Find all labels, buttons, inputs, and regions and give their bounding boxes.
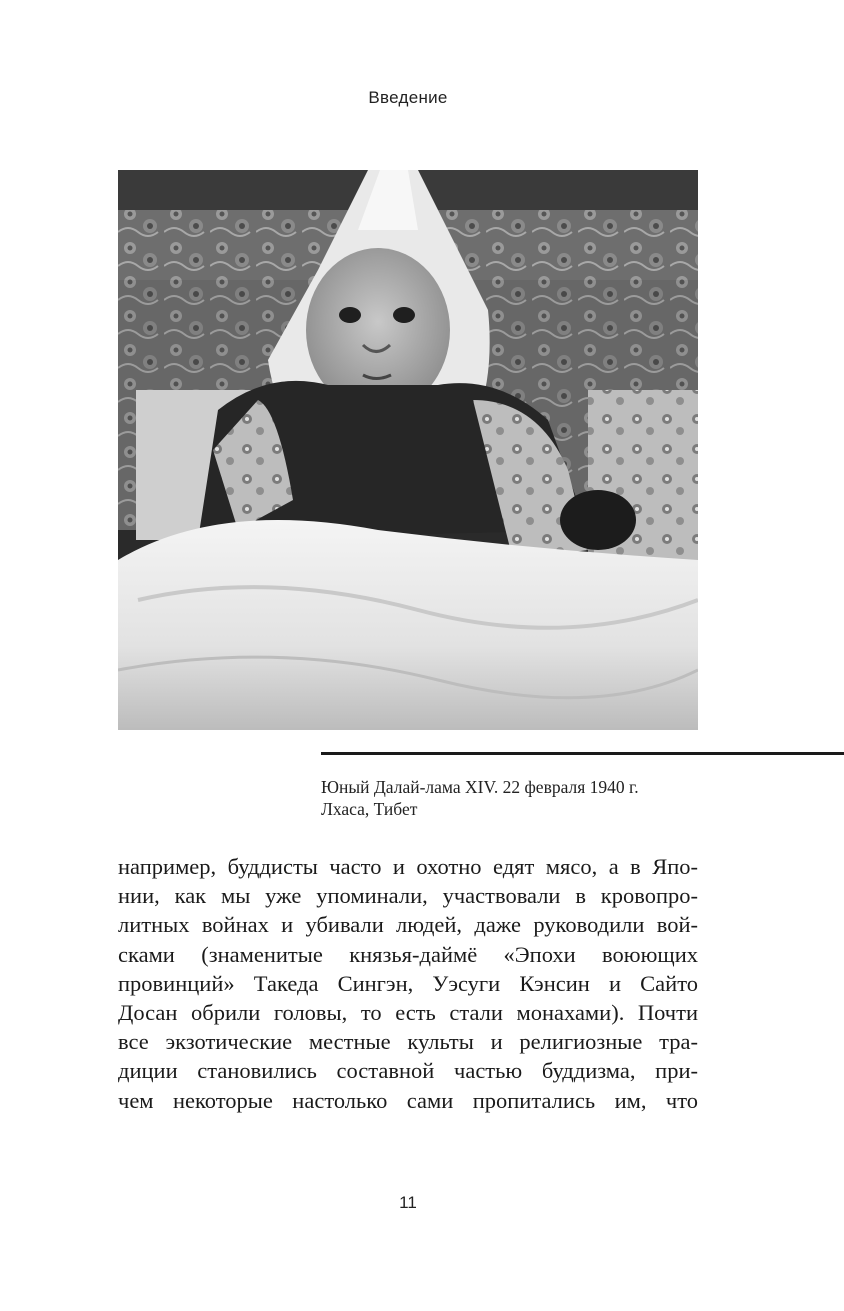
dalai-lama-photo <box>118 170 698 730</box>
running-head: Введение <box>368 88 448 107</box>
body-line: литных войнах и убивали людей, даже руководили вой- <box>118 912 698 938</box>
body-paragraph <box>118 852 698 1115</box>
body-line: диции становились составной частью буддизма, при- <box>118 1058 698 1084</box>
body-line: нии, как мы уже упоминали, участвовали в кровопро- <box>118 883 698 909</box>
body-line: например, буддисты часто и охотно едят мясо, а в Япо- <box>118 854 698 879</box>
body-line: провинций» Такеда Сингэн, Уэсуги Кэнсин и Сайто <box>118 970 698 996</box>
body-line: чем некоторые настолько сами пропитались им, что <box>118 1087 698 1113</box>
caption-line: Лхаса, Тибет <box>321 799 418 819</box>
body-line: все экзотические местные культы и религиозные тра- <box>118 1029 698 1055</box>
caption-line: Юный Далай-лама XIV. 22 февраля 1940 г. <box>321 777 639 797</box>
photograph-young-monk-icon <box>118 170 698 730</box>
photo-caption <box>321 776 741 820</box>
body-line: Досан обрили головы, то есть стали монахами). Почти <box>118 999 698 1025</box>
body-line: сками (знаменитые князья-даймё «Эпохи воюющих <box>118 941 698 967</box>
page-number: 11 <box>399 1193 417 1212</box>
caption-rule <box>321 752 844 755</box>
